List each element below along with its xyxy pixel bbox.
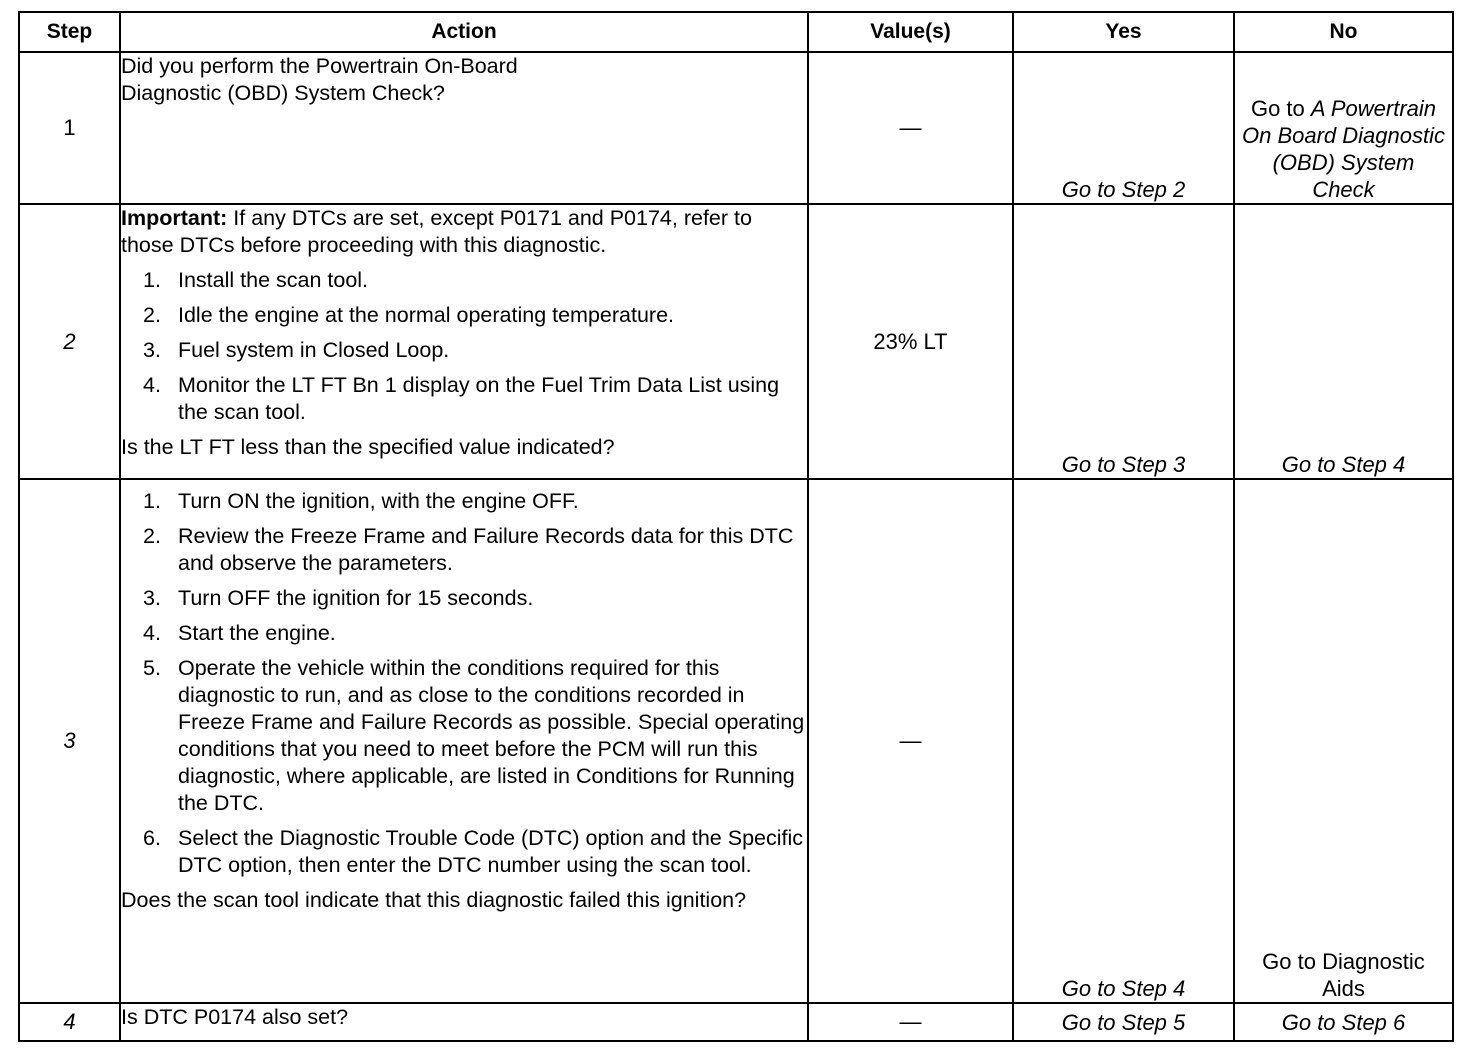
no-cell: [1234, 52, 1453, 204]
yes-link[interactable]: Go to Step 5: [1013, 1003, 1234, 1041]
table-row-step-2: [19, 204, 1453, 479]
header-action: Action: [120, 12, 808, 52]
list-item: 6. Select the Diagnostic Trouble Code (DTC) option and the Specific DTC option, then enter the DTC number using the scan tool.: [143, 826, 804, 877]
list-item: 5. Operate the vehicle within the conditions required for this diagnostic to run, and as close to the conditions recorded in Freeze Frame and Failure Records as possible. Special operating conditions that you need to meet before the PCM will run this diagnostic, where applicable, are listed in Conditions for Running the DTC.: [143, 656, 805, 815]
yes-link[interactable]: Go to Step 3: [1013, 204, 1234, 479]
header-no: No: [1234, 12, 1453, 52]
no-link[interactable]: Go to Step 4: [1234, 204, 1453, 479]
action-cell: [120, 204, 808, 479]
action-steps: [121, 488, 807, 879]
step-number: 3: [19, 479, 120, 1003]
action-cell: [120, 479, 808, 1003]
header-values: Value(s): [808, 12, 1013, 52]
action-cell: [120, 52, 808, 204]
no-link[interactable]: A Powertrain On Board Diagnostic (OBD) System Check: [1242, 96, 1445, 202]
yes-link[interactable]: Go to Step 4: [1013, 479, 1234, 1003]
action-cell: [120, 1003, 808, 1041]
list-item: 3. Turn OFF the ignition for 15 seconds.: [143, 586, 534, 610]
action-question: Is the LT FT less than the specified value indicated?: [121, 435, 615, 459]
no-link[interactable]: Go to Step 6: [1234, 1003, 1453, 1041]
header-step: Step: [19, 12, 120, 52]
value-cell: —: [808, 52, 1013, 204]
list-item: 4. Start the engine.: [143, 621, 336, 645]
no-link[interactable]: Go to Diagnostic Aids: [1234, 479, 1453, 1003]
value-cell: —: [808, 1003, 1013, 1041]
list-item: 1. Turn ON the ignition, with the engine OFF.: [143, 489, 579, 513]
action-question: Is DTC P0174 also set?: [121, 1005, 349, 1029]
table-row-step-3: [19, 479, 1453, 1003]
step-number: 4: [19, 1003, 120, 1041]
list-item: 2. Review the Freeze Frame and Failure Records data for this DTC and observe the parameters.: [143, 524, 794, 575]
important-text: If any DTCs are set, except P0171 and P0174, refer to those DTCs before proceeding with this diagnostic.: [121, 206, 752, 257]
no-prefix: Go to: [1250, 96, 1311, 121]
value-cell: —: [808, 479, 1013, 1003]
header-row: [19, 12, 1453, 52]
list-item: 2. Idle the engine at the normal operating temperature.: [143, 303, 675, 327]
header-yes: Yes: [1013, 12, 1234, 52]
important-note: [121, 205, 807, 259]
yes-link[interactable]: Go to Step 2: [1013, 52, 1234, 204]
action-question: Does the scan tool indicate that this diagnostic failed this ignition?: [121, 888, 747, 912]
important-label: Important:: [121, 206, 228, 230]
action-question: Did you perform the Powertrain On-Board Diagnostic (OBD) System Check?: [121, 54, 518, 105]
list-item: 4. Monitor the LT FT Bn 1 display on the Fuel Trim Data List using the scan tool.: [143, 373, 780, 424]
step-number: 2: [19, 204, 120, 479]
table-row-step-4: [19, 1003, 1453, 1041]
value-cell: 23% LT: [808, 204, 1013, 479]
action-steps: [121, 267, 807, 426]
list-item: 3. Fuel system in Closed Loop.: [143, 338, 450, 362]
table-row-step-1: [19, 52, 1453, 204]
list-item: 1. Install the scan tool.: [143, 268, 369, 292]
step-number: 1: [19, 52, 120, 204]
diagnostic-table: [18, 11, 1454, 1042]
